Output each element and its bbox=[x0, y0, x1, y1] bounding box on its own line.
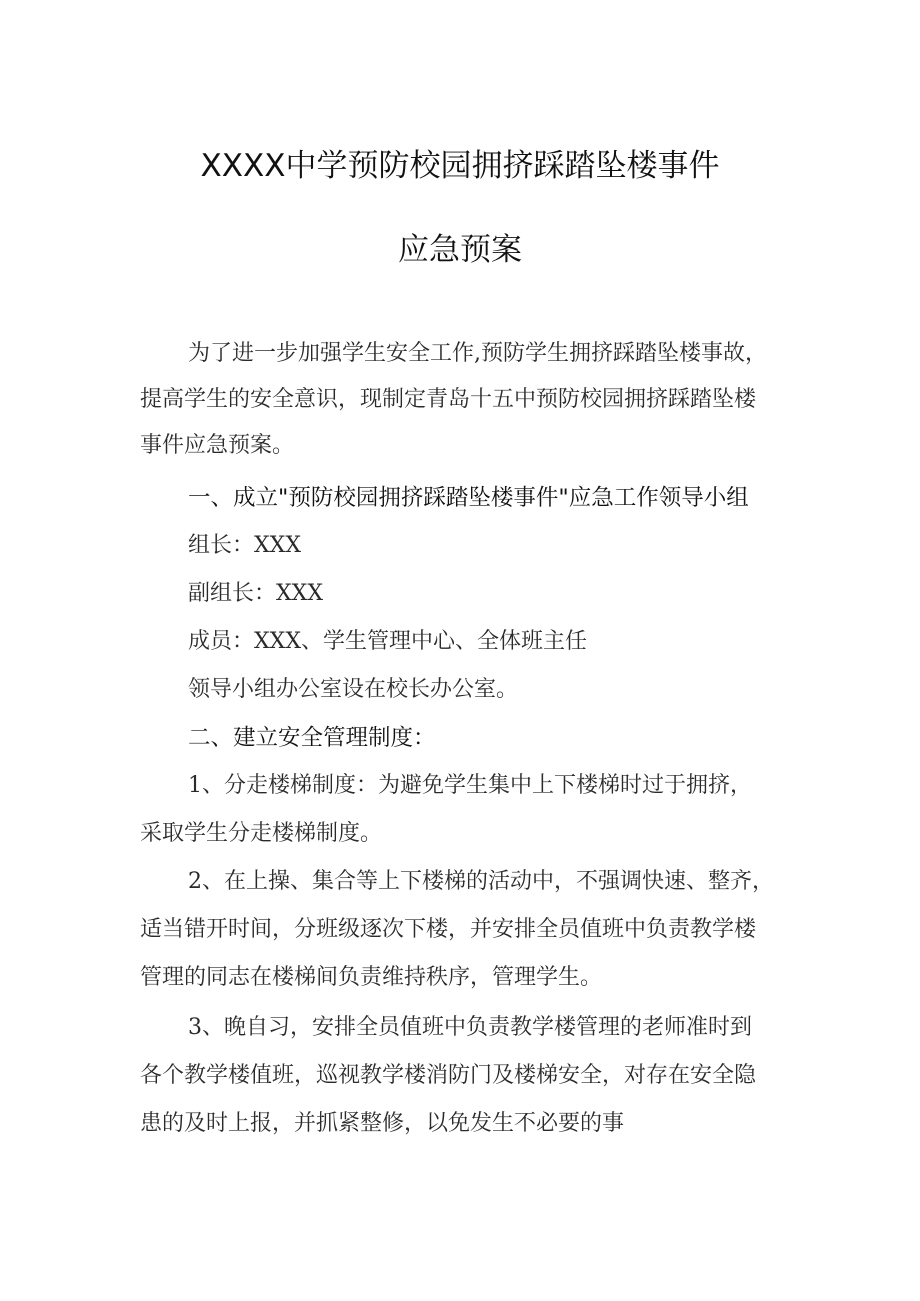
item-2-line: 适当错开时间，分班级逐次下楼，并安排全员值班中负责教学楼 bbox=[140, 917, 757, 942]
document-title-line-2: 应急预案 bbox=[398, 232, 522, 268]
section-2-heading: 二、建立安全管理制度： bbox=[188, 725, 436, 751]
item-3-line: 各个教学楼值班，巡视教学楼消防门及楼梯安全，对存在安全隐 bbox=[140, 1063, 757, 1088]
office-line: 领导小组办公室设在校长办公室。 bbox=[188, 677, 519, 702]
item-2-line: 2、在上操、集合等上下楼梯的活动中，不强调快速、整齐， bbox=[188, 869, 774, 894]
item-1-line: 1、分走楼梯制度：为避免学生集中上下楼梯时过于拥挤， bbox=[188, 773, 752, 798]
intro-line: 为了进一步加强学生安全工作,预防学生拥挤踩踏坠楼事故， bbox=[188, 341, 767, 366]
intro-line: 事件应急预案。 bbox=[140, 433, 295, 458]
section-1-heading: 一、成立"预防校园拥挤踩踏坠楼事件"应急工作领导小组 bbox=[188, 485, 749, 511]
item-2-line: 管理的同志在楼梯间负责维持秩序，管理学生。 bbox=[140, 965, 603, 990]
document-title-line-1: XXXX中学预防校园拥挤踩踏坠楼事件 bbox=[200, 148, 720, 184]
leader-line: 组长：XXX bbox=[188, 533, 301, 558]
intro-line: 提高学生的安全意识，现制定青岛十五中预防校园拥挤踩踏坠楼 bbox=[140, 387, 757, 412]
members-line: 成员：XXX、学生管理中心、全体班主任 bbox=[188, 629, 587, 654]
item-3-line: 3、晚自习，安排全员值班中负责教学楼管理的老师准时到 bbox=[188, 1015, 752, 1040]
deputy-leader-line: 副组长：XXX bbox=[188, 581, 323, 606]
item-3-line: 患的及时上报，并抓紧整修，以免发生不必要的事 bbox=[140, 1111, 625, 1136]
item-1-line: 采取学生分走楼梯制度。 bbox=[140, 821, 383, 846]
